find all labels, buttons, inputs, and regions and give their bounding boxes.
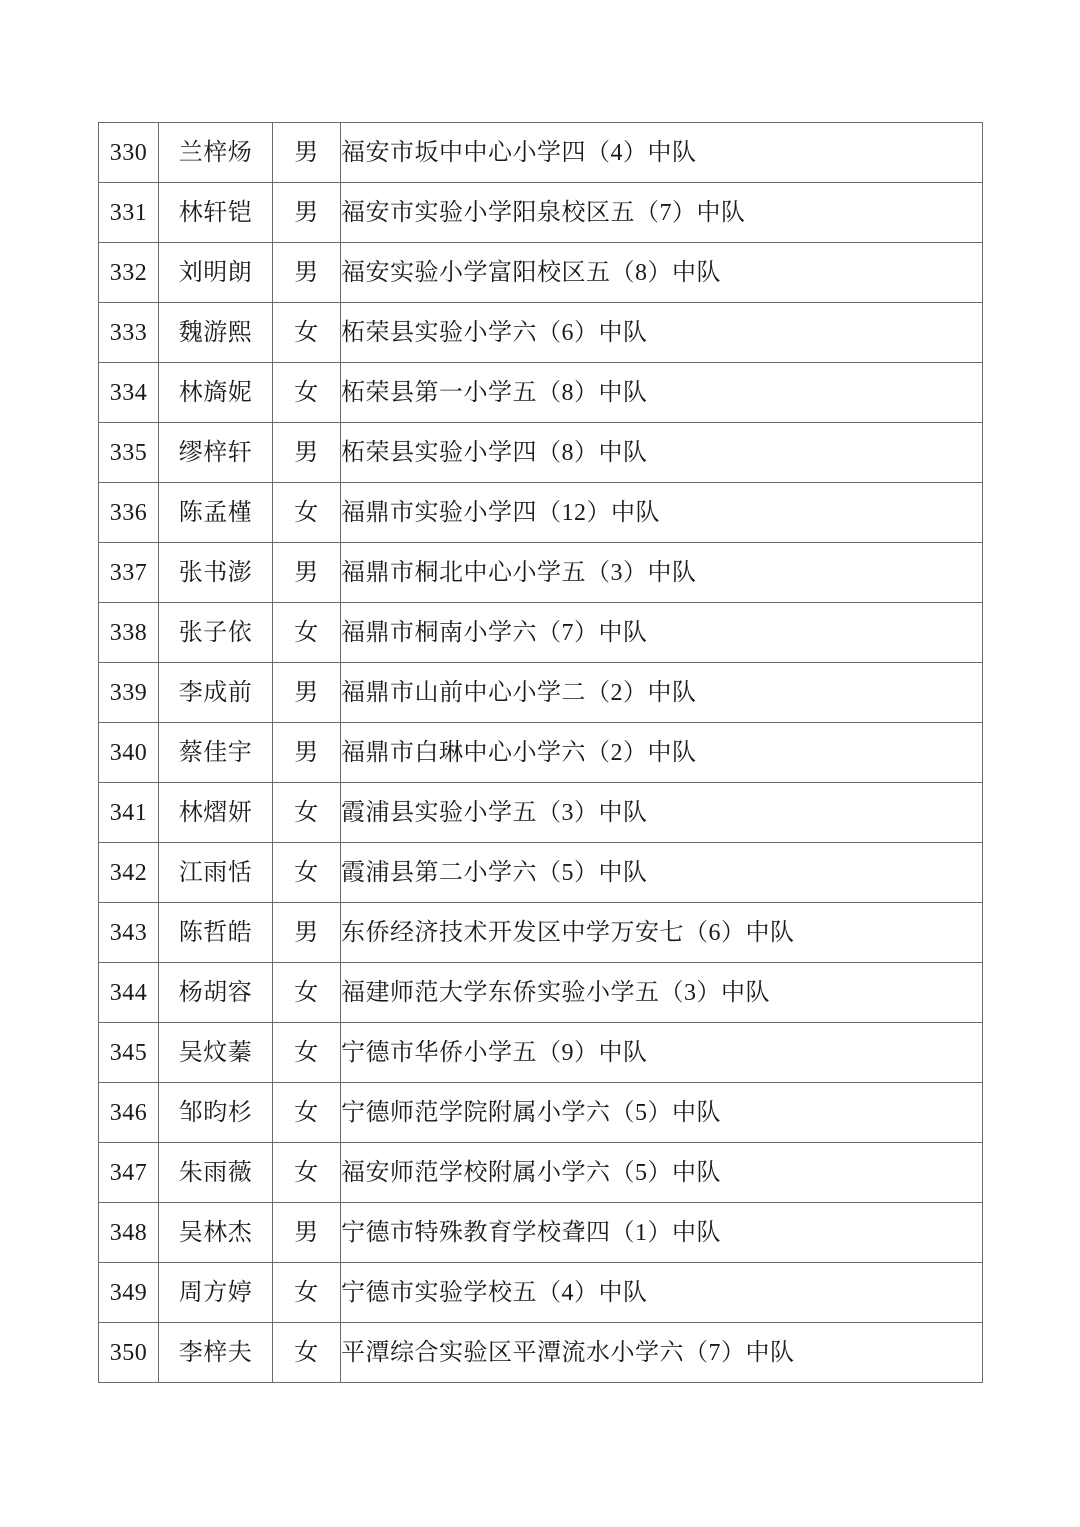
table-row — [99, 1143, 983, 1203]
cell-gender: 女 — [273, 303, 341, 363]
cell-gender: 女 — [273, 483, 341, 543]
cell-name: 刘明朗 — [159, 243, 273, 303]
roster-table-body — [99, 123, 983, 1383]
cell-organization: 霞浦县实验小学五（3）中队 — [341, 783, 983, 843]
cell-sequence: 345 — [99, 1023, 159, 1083]
table-row — [99, 183, 983, 243]
cell-sequence: 335 — [99, 423, 159, 483]
cell-sequence: 332 — [99, 243, 159, 303]
cell-organization: 福建师范大学东侨实验小学五（3）中队 — [341, 963, 983, 1023]
cell-gender: 男 — [273, 543, 341, 603]
cell-gender: 男 — [273, 903, 341, 963]
cell-name: 李梓夫 — [159, 1323, 273, 1383]
cell-sequence: 334 — [99, 363, 159, 423]
cell-organization: 宁德师范学院附属小学六（5）中队 — [341, 1083, 983, 1143]
cell-sequence: 338 — [99, 603, 159, 663]
cell-name: 兰梓炀 — [159, 123, 273, 183]
table-row — [99, 1263, 983, 1323]
cell-sequence: 346 — [99, 1083, 159, 1143]
cell-gender: 男 — [273, 183, 341, 243]
cell-name: 张书澎 — [159, 543, 273, 603]
cell-sequence: 333 — [99, 303, 159, 363]
cell-organization: 福鼎市实验小学四（12）中队 — [341, 483, 983, 543]
cell-organization: 柘荣县实验小学四（8）中队 — [341, 423, 983, 483]
cell-name: 陈孟槿 — [159, 483, 273, 543]
cell-name: 周方婷 — [159, 1263, 273, 1323]
cell-sequence: 339 — [99, 663, 159, 723]
cell-gender: 女 — [273, 843, 341, 903]
cell-organization: 福安实验小学富阳校区五（8）中队 — [341, 243, 983, 303]
cell-gender: 女 — [273, 1323, 341, 1383]
cell-gender: 男 — [273, 663, 341, 723]
cell-name: 缪梓轩 — [159, 423, 273, 483]
cell-name: 林旖妮 — [159, 363, 273, 423]
cell-name: 蔡佳宇 — [159, 723, 273, 783]
cell-name: 陈哲皓 — [159, 903, 273, 963]
cell-name: 江雨恬 — [159, 843, 273, 903]
table-row — [99, 1323, 983, 1383]
cell-organization: 柘荣县第一小学五（8）中队 — [341, 363, 983, 423]
table-row — [99, 1203, 983, 1263]
table-row — [99, 483, 983, 543]
table-row — [99, 243, 983, 303]
cell-organization: 福安师范学校附属小学六（5）中队 — [341, 1143, 983, 1203]
cell-gender: 女 — [273, 1143, 341, 1203]
cell-gender: 女 — [273, 1023, 341, 1083]
cell-organization: 柘荣县实验小学六（6）中队 — [341, 303, 983, 363]
cell-gender: 女 — [273, 963, 341, 1023]
table-row — [99, 423, 983, 483]
cell-sequence: 341 — [99, 783, 159, 843]
cell-sequence: 340 — [99, 723, 159, 783]
cell-name: 李成前 — [159, 663, 273, 723]
roster-table-container — [98, 122, 982, 1383]
cell-sequence: 337 — [99, 543, 159, 603]
table-row — [99, 903, 983, 963]
cell-organization: 福鼎市山前中心小学二（2）中队 — [341, 663, 983, 723]
cell-sequence: 350 — [99, 1323, 159, 1383]
table-row — [99, 123, 983, 183]
cell-sequence: 348 — [99, 1203, 159, 1263]
cell-gender: 女 — [273, 363, 341, 423]
cell-sequence: 330 — [99, 123, 159, 183]
table-row — [99, 663, 983, 723]
cell-name: 朱雨薇 — [159, 1143, 273, 1203]
cell-gender: 女 — [273, 1083, 341, 1143]
table-row — [99, 303, 983, 363]
cell-sequence: 347 — [99, 1143, 159, 1203]
cell-gender: 女 — [273, 603, 341, 663]
cell-organization: 宁德市实验学校五（4）中队 — [341, 1263, 983, 1323]
cell-name: 吴炆蓁 — [159, 1023, 273, 1083]
table-row — [99, 783, 983, 843]
cell-name: 杨胡容 — [159, 963, 273, 1023]
cell-gender: 女 — [273, 1263, 341, 1323]
cell-organization: 福安市坂中中心小学四（4）中队 — [341, 123, 983, 183]
cell-organization: 宁德市华侨小学五（9）中队 — [341, 1023, 983, 1083]
cell-gender: 男 — [273, 723, 341, 783]
cell-gender: 女 — [273, 783, 341, 843]
cell-organization: 霞浦县第二小学六（5）中队 — [341, 843, 983, 903]
roster-table — [98, 122, 983, 1383]
cell-sequence: 331 — [99, 183, 159, 243]
cell-name: 魏游熙 — [159, 303, 273, 363]
cell-organization: 福鼎市白琳中心小学六（2）中队 — [341, 723, 983, 783]
cell-gender: 男 — [273, 123, 341, 183]
cell-sequence: 344 — [99, 963, 159, 1023]
cell-organization: 平潭综合实验区平潭流水小学六（7）中队 — [341, 1323, 983, 1383]
cell-name: 林熠妍 — [159, 783, 273, 843]
cell-gender: 男 — [273, 243, 341, 303]
table-row — [99, 843, 983, 903]
cell-name: 林轩铠 — [159, 183, 273, 243]
cell-sequence: 343 — [99, 903, 159, 963]
table-row — [99, 1083, 983, 1143]
cell-organization: 福鼎市桐北中心小学五（3）中队 — [341, 543, 983, 603]
cell-organization: 宁德市特殊教育学校聋四（1）中队 — [341, 1203, 983, 1263]
cell-name: 张子依 — [159, 603, 273, 663]
table-row — [99, 363, 983, 423]
cell-sequence: 336 — [99, 483, 159, 543]
cell-gender: 男 — [273, 1203, 341, 1263]
cell-sequence: 349 — [99, 1263, 159, 1323]
table-row — [99, 543, 983, 603]
cell-name: 吴林杰 — [159, 1203, 273, 1263]
cell-gender: 男 — [273, 423, 341, 483]
cell-organization: 福安市实验小学阳泉校区五（7）中队 — [341, 183, 983, 243]
table-row — [99, 723, 983, 783]
table-row — [99, 1023, 983, 1083]
cell-organization: 东侨经济技术开发区中学万安七（6）中队 — [341, 903, 983, 963]
cell-organization: 福鼎市桐南小学六（7）中队 — [341, 603, 983, 663]
table-row — [99, 603, 983, 663]
table-row — [99, 963, 983, 1023]
cell-name: 邹昀杉 — [159, 1083, 273, 1143]
cell-sequence: 342 — [99, 843, 159, 903]
